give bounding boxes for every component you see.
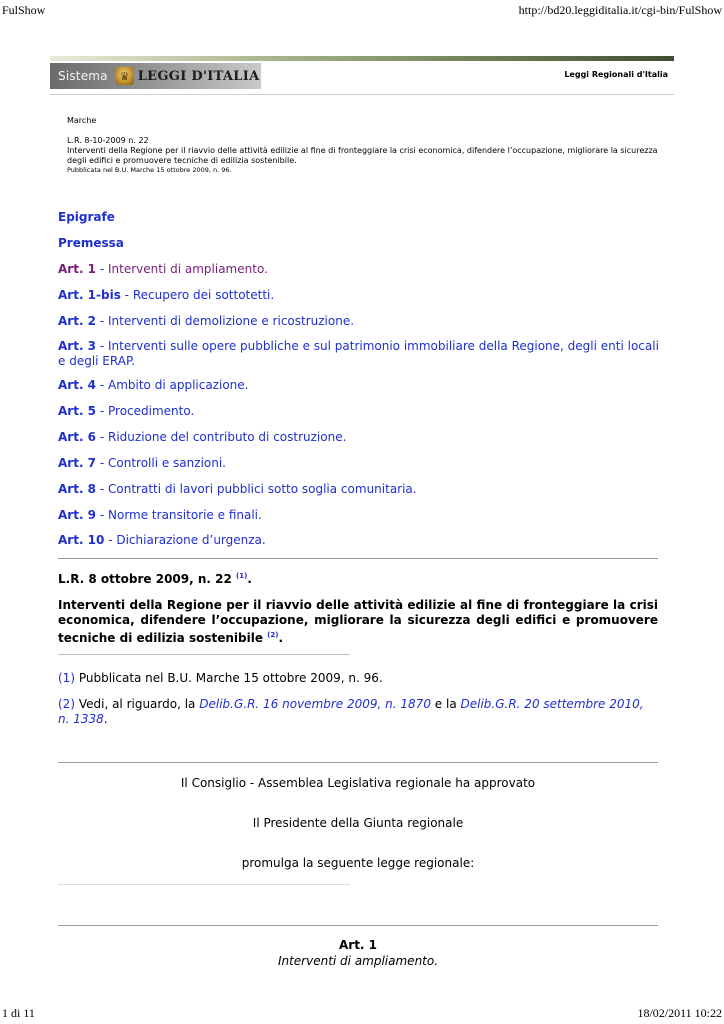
preamble-line-2: Il Presidente della Giunta regionale	[252, 816, 464, 830]
footnote-ref-1[interactable]: (1)	[236, 572, 248, 580]
toc-article-8-link[interactable]: Art. 8 - Contratti di lavori pubblici sotto soglia comunitaria.	[58, 482, 417, 496]
banner-divider	[50, 94, 674, 95]
preamble-line-3: promulga la seguente legge regionale:	[241, 856, 475, 870]
preamble-divider	[58, 884, 350, 885]
delibera-1870-link[interactable]: Delib.G.R. 16 novembre 2009, n. 1870	[199, 697, 431, 711]
site-banner	[50, 56, 674, 96]
toc-article-number: Art. 6	[58, 430, 97, 444]
law-reference: L.R. 8-10-2009 n. 22	[67, 136, 149, 145]
print-footer-page: 1 di 11	[2, 1006, 35, 1020]
toc-article-2-link[interactable]: Art. 2 - Interventi di demolizione e ricostruzione.	[58, 314, 355, 328]
delibera-1338-link[interactable]: Delib.G.R. 20 settembre 2010, n. 1338	[58, 697, 644, 726]
leggi-ditalia-logo[interactable]	[50, 63, 261, 89]
section-divider	[58, 558, 658, 559]
print-header-url: http://bd20.leggiditalia.it/cgi-bin/FulShow	[518, 3, 722, 17]
logo-brand: LEGGI D'ITALIA	[137, 68, 260, 84]
footnote-2-number[interactable]: (2)	[58, 697, 75, 711]
footnote-2-text-pre: Vedi, al riguardo, la	[78, 697, 196, 711]
law-subtitle: Interventi della Regione per il riavvio delle attività edilizie al fine di fronteggiare la crisi economica, difendere l’occupazione, migliorare la sicurezza degli edifici e promuovere tecniche di edilizia sostenibile $^{(2)}$.	[58, 598, 658, 645]
toc-article-title: Controlli e sanzioni.	[108, 456, 226, 470]
section-divider	[58, 925, 658, 926]
toc-article-number: Art. 2	[58, 314, 97, 328]
toc-article-title: Interventi di ampliamento.	[108, 262, 268, 276]
print-footer-datetime: 18/02/2011 10:22	[637, 1006, 722, 1020]
toc-article-1-link[interactable]: Art. 1 - Interventi di ampliamento.	[58, 262, 268, 276]
law-subtitle-text: Interventi della Regione per il riavvio delle attività edilizie al fine di fronteggiare la crisi economica, difendere l’occupazione, migliorare la sicurezza degli edifici e promuovere tecniche di edilizia sostenibile	[58, 598, 658, 645]
print-header-title: FulShow	[2, 3, 46, 17]
toc-article-number: Art. 3	[58, 339, 97, 353]
section-divider	[58, 762, 658, 763]
toc-premessa-link[interactable]: Premessa	[58, 236, 124, 250]
toc-article-title: Contratti di lavori pubblici sotto soglia comunitaria.	[108, 482, 417, 496]
preamble-line-1: Il Consiglio - Assemblea Legislativa regionale ha approvato	[180, 776, 536, 790]
toc-article-number: Art. 5	[58, 404, 97, 418]
lion-emblem-icon: ♛	[116, 67, 134, 85]
footnote-1-text: Pubblicata nel B.U. Marche 15 ottobre 2009, n. 96.	[78, 671, 383, 685]
toc-article-number: Art. 1-bis	[58, 288, 121, 302]
toc-article-title: Riduzione del contributo di costruzione.	[108, 430, 347, 444]
toc-article-number: Art. 9	[58, 508, 97, 522]
law-title-text: L.R. 8 ottobre 2009, n. 22	[58, 572, 232, 586]
toc-article-number: Art. 10	[58, 533, 105, 547]
toc-article-title: Interventi sulle opere pubbliche e sul patrimonio immobiliare della Regione, degli enti locali e degli ERAP.	[58, 339, 659, 368]
region-label: Marche	[67, 116, 97, 125]
toc-article-10-link[interactable]: Art. 10 - Dichiarazione d’urgenza.	[58, 533, 266, 547]
footnote-ref-2[interactable]: (2)	[267, 631, 279, 639]
toc-epigrafe-link[interactable]: Epigrafe	[58, 210, 115, 224]
toc-article-6-link[interactable]: Art. 6 - Riduzione del contributo di costruzione.	[58, 430, 347, 444]
footnote-divider	[58, 654, 350, 655]
law-title: L.R. 8 ottobre 2009, n. 22 $^{(1)}$.	[58, 572, 252, 586]
article-1-subtitle: Interventi di ampliamento.	[277, 954, 439, 968]
publication-note: Pubblicata nel B.U. Marche 15 ottobre 2009, n. 96.	[67, 166, 232, 174]
law-short-title: Interventi della Regione per il riavvio delle attività edilizie al fine di fronteggiare la crisi economica, difendere l’occupazione, migliorare la sicurezza degli edifici e promuovere tecniche di edilizia sostenibile.	[67, 146, 658, 165]
toc-article-title: Ambito di applicazione.	[108, 378, 249, 392]
footnote-2-text-mid: e la	[434, 697, 457, 711]
section-label: Leggi Regionali d'Italia	[564, 70, 668, 79]
document-meta	[67, 136, 663, 174]
toc-article-title: Recupero dei sottotetti.	[132, 288, 275, 302]
toc-article-number: Art. 1	[58, 262, 97, 276]
toc-article-4-link[interactable]: Art. 4 - Ambito di applicazione.	[58, 378, 249, 392]
toc-article-number: Art. 8	[58, 482, 97, 496]
toc-article-9-link[interactable]: Art. 9 - Norme transitorie e finali.	[58, 508, 262, 522]
toc-article-1bis-link[interactable]: Art. 1-bis - Recupero dei sottotetti.	[58, 288, 275, 302]
toc-article-3-link[interactable]: Art. 3 - Interventi sulle opere pubbliche e sul patrimonio immobiliare della Regione, degli enti locali e degli ERAP.	[58, 339, 659, 368]
footnote-1	[58, 671, 658, 686]
toc-article-7-link[interactable]: Art. 7 - Controlli e sanzioni.	[58, 456, 226, 470]
footnote-2: (2) Vedi, al riguardo, la Delib.G.R. 16 novembre 2009, n. 1870 e la Delib.G.R. 20 settembre 2010, n. 1338.	[58, 697, 644, 726]
toc-article-title: Interventi di demolizione e ricostruzione.	[108, 314, 355, 328]
toc-article-number: Art. 4	[58, 378, 97, 392]
article-1-heading: Art. 1	[338, 938, 378, 952]
toc-article-number: Art. 7	[58, 456, 97, 470]
toc-article-title: Dichiarazione d’urgenza.	[116, 533, 266, 547]
toc-article-title: Norme transitorie e finali.	[108, 508, 262, 522]
logo-prefix: Sistema	[58, 69, 108, 83]
footnote-1-number[interactable]: (1)	[58, 671, 75, 685]
banner-stripe	[50, 56, 674, 61]
toc-article-title: Procedimento.	[108, 404, 195, 418]
toc-article-5-link[interactable]: Art. 5 - Procedimento.	[58, 404, 195, 418]
